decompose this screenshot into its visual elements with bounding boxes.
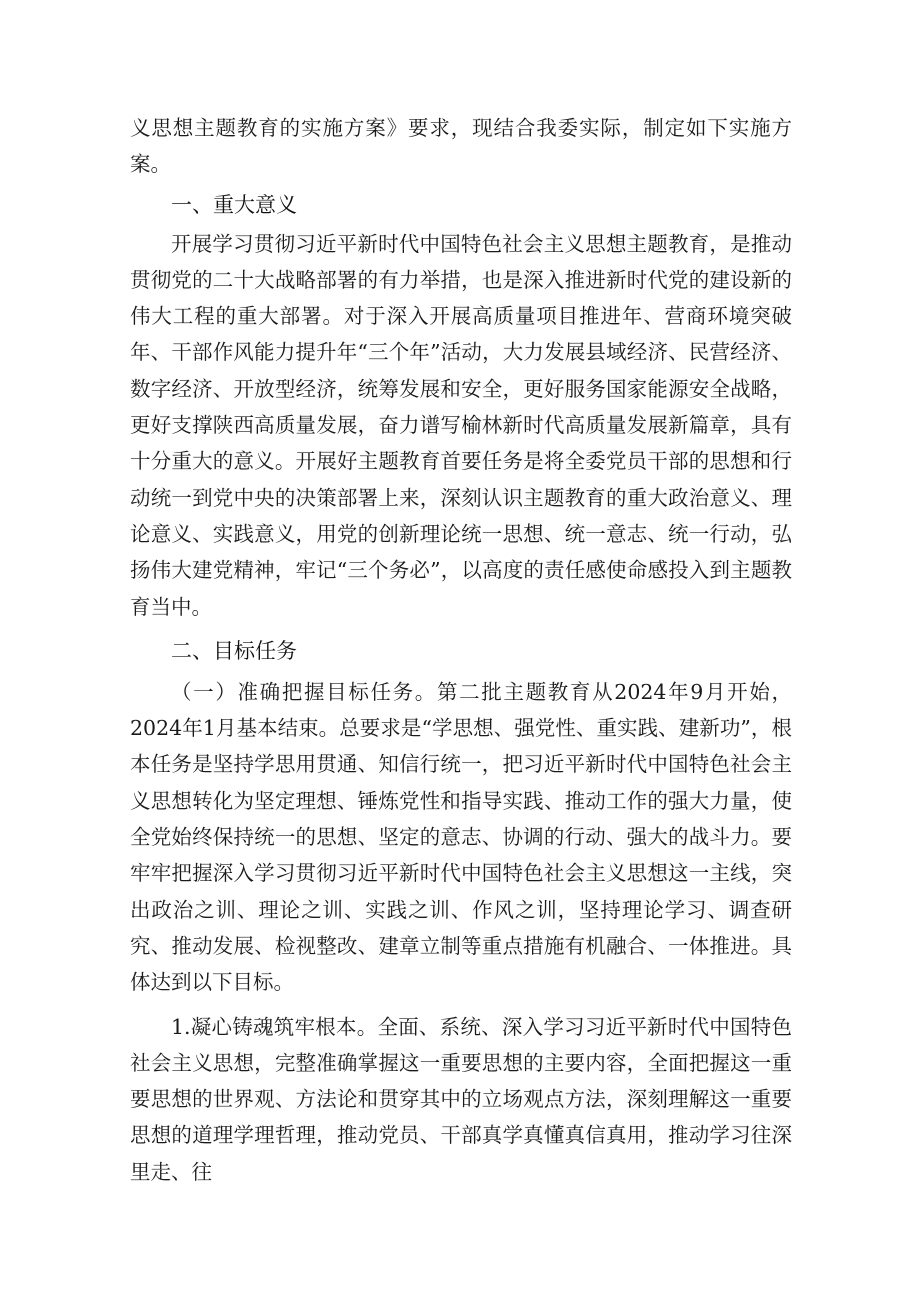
- opening-line: 义思想主题教育的实施方案》要求，现结合我委实际，制定如下实施方案。: [130, 116, 792, 177]
- paragraph-objectives-2: 1.凝心铸魂筑牢根本。全面、系统、深入学习习近平新时代中国特色社会主义思想，完整准确掌握这一重要思想的主要内容，全面把握这一重要思想的世界观、方法论和贯穿其中的立场观点方法，深刻理解这一重要思想的道理学理哲理，推动党员、干部真学真懂真信真用，推动学习往深里走、往: [130, 1014, 792, 1184]
- section-heading-significance: 一、重大意义: [171, 192, 297, 217]
- paragraph-significance: 开展学习贯彻习近平新时代中国特色社会主义思想主题教育，是推动贯彻党的二十大战略部署的有力举措，也是深入推进新时代党的建设新的伟大工程的重大部署。对于深入开展高质量项目推进年、营商环境突破年、干部作风能力提升年“三个年”活动，大力发展县域经济、民营经济、数字经济、开放型经济，统筹发展和安全，更好服务国家能源安全战略，更好支撑陕西高质量发展，奋力谱写榆林新时代高质量发展新篇章，具有十分重大的意义。开展好主题教育首要任务是将全委党员干部的思想和行动统一到党中央的决策部署上来，深刻认识主题教育的重大政治意义、理论意义、实践意义，用党的创新理论统一思想、统一意志、统一行动，弘扬伟大建党精神，牢记“三个务必”，以高度的责任感使命感投入到主题教育当中。: [130, 231, 792, 619]
- section-heading-objectives: 二、目标任务: [171, 638, 297, 663]
- document-body: [130, 110, 792, 1190]
- paragraph-objectives-1: （一）准确把握目标任务。第二批主题教育从2024年9月开始，2024年1月基本结束。总要求是“学思想、强党性、重实践、建新功”，根本任务是坚持学思用贯通、知信行统一，把习近平新时代中国特色社会主义思想转化为坚定理想、锤炼党性和指导实践、推动工作的强大力量，使全党始终保持统一的思想、坚定的意志、协调的行动、强大的战斗力。要牢牢把握深入学习贯彻习近平新时代中国特色社会主义思想这一主线，突出政治之训、理论之训、实践之训、作风之训，坚持理论学习、调查研究、推动发展、检视整改、建章立制等重点措施有机融合、一体推进。具体达到以下目标。: [130, 679, 792, 995]
